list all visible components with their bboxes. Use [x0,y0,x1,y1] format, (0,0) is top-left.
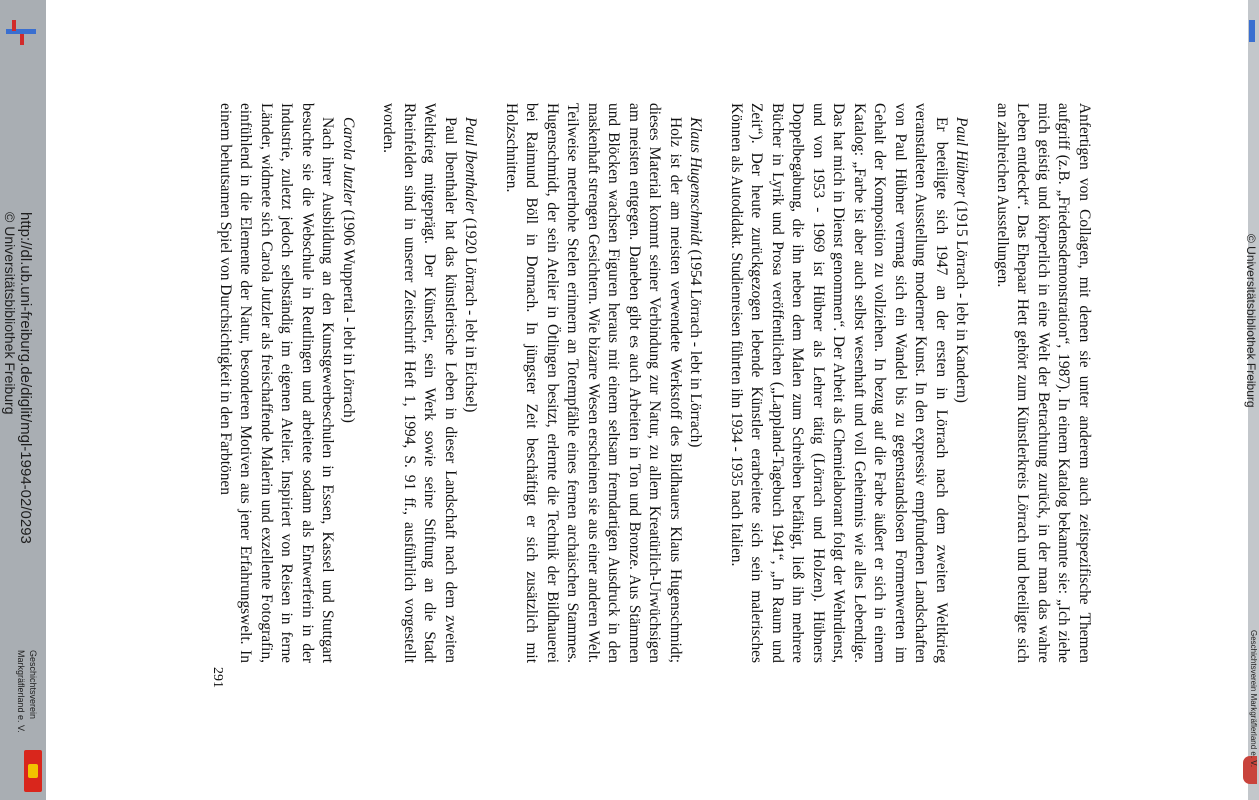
section-body: Nach ihrer Ausbildung an den Kunstgewerbeschulen in Essen, Kassel und Stuttgart besuchte sie die Webschule in Reutlingen und arbeitete sodann als Entwerferin in der Industrie, zuletzt jedoch selbständig im eigenen Atelier. Inspiriert von Reisen in ferne Länder, widmete sich Carola Jutzler als freischaffende Malerin und exzellente Fotografin, einfühlend in die Elemente der Natur, besonderen Motiven aus jener Erfahrungswelt. In einem behutsamen Spiel von Durchsichtigkeit in den Farbtönen [217,103,337,663]
artist-name: Klaus Hugenschmidt [687,117,705,246]
section-body: Er beteiligte sich 1947 an der ersten in Lörrach nach dem zweiten Weltkrieg veranstalteten Ausstellung moderner Kunst. In den expressiv empfundenen Landschaften von Paul Hübner vermag sich ein Wandel bis zu gegenstandslosen Formenwerten im Gehalt der Komposition zu vollziehen. In bezug auf die Farbe äußert er sich in einem Katalog: „Farbe ist aber auch selbst wesenhaft und voll Geheimnis wie alles Lebendige. Das hat mich in Dienst genommen“. Der Arbeit als Chemielaborant folgt der Wehrdienst, und von 1953 - 1969 ist Hübner als Lehrer tätig (Lörrach und Holzen). Hübners Doppelbegabung, die ihn neben dem Malen zum Schreiben befähigt, ließ ihn mehrere Bücher in Lyrik und Prosa veröffentlichen („Lappland-Tagebuch 1941“, „In Raum und Zeit“). Der heute zurückgezogen lebende Künstler erarbeitete sich sein malerisches Können als Autodidakt. Studienreisen führten ihn 1934 - 1935 nach Italien. [728,103,950,663]
artist-meta: (1915 Lörrach - lebt in Kandern) [953,196,971,403]
artist-meta: (1954 Lörrach - lebt in Lörrach) [687,245,705,448]
top-margin-society: Geschichtsverein Markgräflerland e. V. [1249,630,1258,768]
section-heading [460,103,481,663]
top-margin [1210,0,1259,800]
top-margin-copyright: © Universitätsbibliothek Freiburg [1244,234,1258,408]
section-body: Holz ist der am meisten verwendete Werkstoff des Bildhauers Klaus Hugenschmidt; dieses Material kommt seiner Verbindung zur Natur, zu allem Kreatürlich-Urwüchsigen am meisten entgegen. Daneben gibt es auch Arbeiten in Ton und Bronze. Aus Stämmen und Blöcken wachsen Figuren heraus mit einem seltsam fremdartigen Ausdruck in den maskenhaft strengen Gesichtern. Wie bizarre Wesen erscheinen sie aus einer anderen Welt. Teilweise meterhohe Stelen erinnern an Totempfähle eines fernen archaischen Stammes. Hugenschmidt, der sein Atelier in Ötlingen besitzt, erlernte die Technik der Bildhauerei bei Raimund Böll in Dornach. In jüngster Zeit beschäftigt er sich zusätzlich mit Holzschnitten. [503,103,684,663]
page-number: 291 [210,667,225,688]
article-text [215,103,1095,663]
artist-meta: (1920 Lörrach - lebt in Eichsel) [462,214,480,413]
intro-paragraph: Anfertigen von Collagen, mit denen sie unter anderem auch zeitspezifische Themen aufgriff (z.B. „Friedensdemonstration“, 1987). In einem Katalog bekannte sie: „Ich ziehe mich geistig und körperlich in eine Welt der Betrachtung zurück, in der man das wahre Leben entdeckt“. Das Ehepaar Hett gehört zum Künstlerkreis Lörrach und beteiligte sich an zahlreichen Ausstellungen. [994,103,1093,663]
artist-name: Paul Ibenthaler [462,117,480,215]
section-heading [338,103,359,663]
society-name-line2: Markgräflerland e. V. [16,650,26,733]
source-url-link[interactable]: http://dl.ub.uni-freiburg.de/diglit/mgl-1994-02/0293 [17,212,34,544]
artist-meta: (1906 Wuppertal - lebt in Lörrach) [340,205,357,423]
bottom-margin [0,0,52,800]
artist-name: Carola Jutzler [340,117,357,206]
artist-name: Paul Hübner [953,117,971,197]
society-name-line1: Geschichtsverein [28,650,38,720]
section-heading [685,103,706,663]
section-heading [951,103,972,663]
copyright-notice: © Universitätsbibliothek Freiburg [2,212,18,415]
section-body: Paul Ibenthaler hat das künstlerische Leben in dieser Landschaft nach dem zweiten Weltkrieg mitgeprägt. Der Künstler, sein Werk sowie seine Stiftung an die Stadt Rheinfelden sind in unserer Zeitschrift Heft 1, 1994, S. 91 ff., ausführlich vorgestellt worden. [380,103,459,663]
